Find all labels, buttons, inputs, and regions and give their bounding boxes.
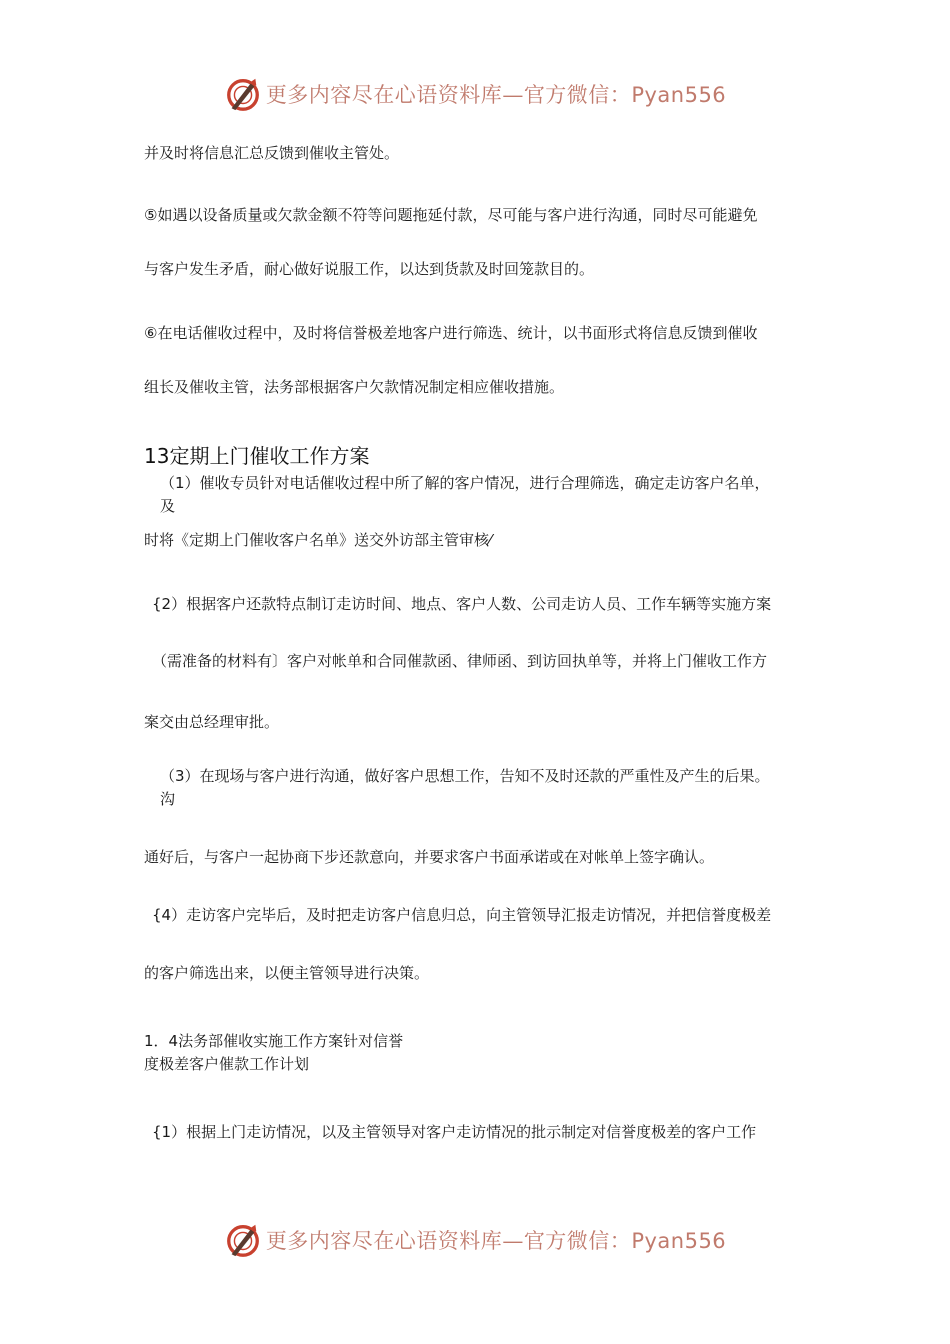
body-line: 1．4法务部催收实施工作方案针对信誉 [144, 1032, 404, 1050]
body-line: 案交由总经理审批。 [144, 713, 280, 731]
body-line: 及 [160, 497, 176, 515]
body-line: 组长及催收主管，法务部根据客户欠款情况制定相应催收措施。 [144, 378, 565, 396]
section-heading: 13定期上门催收工作方案 [144, 444, 370, 468]
pen-logo-icon [224, 1221, 262, 1259]
body-line: 时将《定期上门催收客户名单》送交外访部主管审核⁄ [144, 531, 492, 549]
footer-banner [0, 1220, 950, 1260]
body-line: ⑤如遇以设备质量或欠款金额不符等问题拖延付款，尽可能与客户进行沟通，同时尽可能避免 [144, 206, 758, 224]
header-banner [0, 74, 950, 114]
pen-logo-icon [224, 75, 262, 113]
body-line: {1）根据上门走访情况，以及主管领导对客户走访情况的批示制定对信誉度极差的客户工作 [152, 1123, 757, 1141]
body-line: 与客户发生矛盾，耐心做好说服工作，以达到货款及时回笼款目的。 [144, 260, 595, 278]
body-line: 的客户筛选出来，以便主管领导进行决策。 [144, 964, 430, 982]
body-line: （1）催收专员针对电话催收过程中所了解的客户情况，进行合理筛选，确定走访客户名单， [160, 474, 770, 492]
body-line: 沟 [160, 790, 176, 808]
body-line: {4）走访客户完毕后，及时把走访客户信息归总，向主管领导汇报走访情况，并把信誉度极差 [152, 906, 772, 924]
body-line: ⑥在电话催收过程中，及时将信誉极差地客户进行筛选、统计，以书面形式将信息反馈到催收 [144, 324, 758, 342]
banner-text: 更多内容尽在心语资料库—官方微信：Pyan556 [265, 83, 727, 107]
banner-text: 更多内容尽在心语资料库—官方微信：Pyan556 [265, 1229, 727, 1253]
body-line: 通好后，与客户一起协商下步还款意向，并要求客户书面承诺或在对帐单上签字确认。 [144, 848, 715, 866]
body-line: 度极差客户催款工作计划 [144, 1055, 310, 1073]
body-line: {2）根据客户还款特点制订走访时间、地点、客户人数、公司走访人员、工作车辆等实施方案 [152, 595, 772, 613]
body-line: 并及时将信息汇总反馈到催收主管处。 [144, 144, 400, 162]
body-line: （3）在现场与客户进行沟通，做好客户思想工作，告知不及时还款的严重性及产生的后果。 [160, 767, 770, 785]
body-line: （需准备的材料有〕客户对帐单和合同催款函、律师函、到访回执单等，并将上门催收工作方 [152, 652, 768, 670]
